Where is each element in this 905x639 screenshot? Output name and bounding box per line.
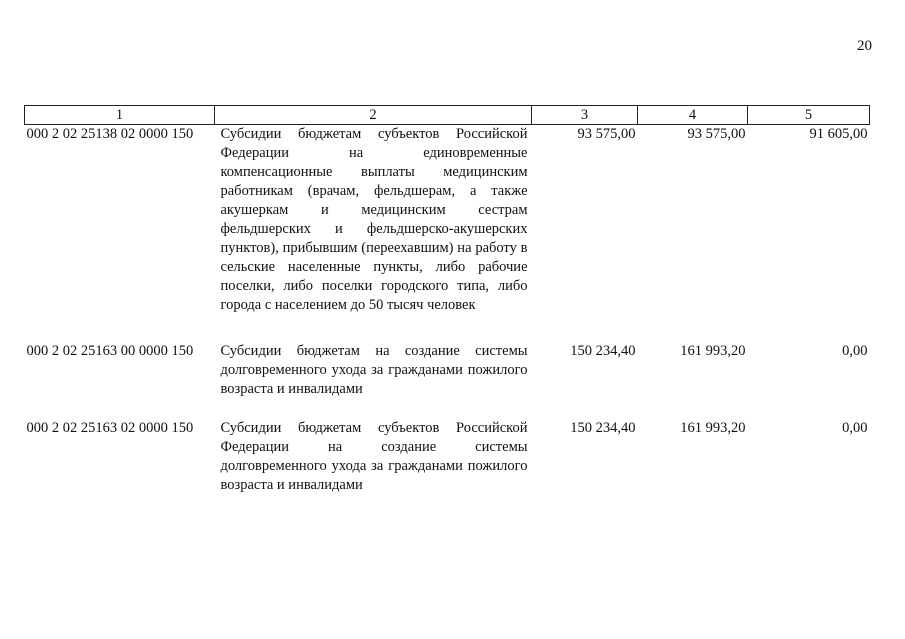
row-value-col4: 161 993,20: [680, 343, 746, 359]
row-description: Субсидии бюджетам на создание системы долговременного ухода за гражданами пожилого возраста и инвалидами: [220, 343, 528, 397]
row-value-col4: 161 993,20: [680, 420, 746, 436]
header-col-1: 1: [25, 106, 215, 125]
row-description: Субсидии бюджетам субъектов Российской Федерации на единовременные компенсационные выплаты медицинским работникам (врачам, фельдшерам, а также акушеркам и медицинским сестрам фельдшерских и фельдшерско-акушерских пунктов), прибывшим (переехавшим) на работу в сельские населенные пункты, либо рабочие поселки, либо поселки городского типа, либо города с населением до 50 тысяч человек: [220, 126, 528, 313]
row-description: Субсидии бюджетам субъектов Российской Федерации на создание системы долговременного ухода за гражданами пожилого возраста и инвалидами: [220, 420, 528, 493]
row-value-col4: 93 575,00: [687, 126, 746, 142]
row-value-col5: 0,00: [842, 343, 868, 359]
budget-table: [24, 105, 870, 495]
row-value-col5: 0,00: [842, 420, 868, 436]
header-row: [25, 106, 870, 125]
header-col-5: 5: [748, 106, 870, 125]
header-col-4: 4: [638, 106, 748, 125]
header-col-2: 2: [215, 106, 532, 125]
table-row: [25, 342, 870, 419]
row-value-col3: 93 575,00: [577, 126, 636, 142]
row-value-col5: 91 605,00: [809, 126, 868, 142]
row-value-col3: 150 234,40: [570, 343, 636, 359]
row-code: 000 2 02 25138 02 0000 150: [26, 126, 194, 142]
page-number: 20: [857, 38, 872, 54]
row-value-col3: 150 234,40: [570, 420, 636, 436]
header-col-3: 3: [532, 106, 638, 125]
table-row: [25, 419, 870, 495]
row-code: 000 2 02 25163 02 0000 150: [26, 420, 194, 436]
row-code: 000 2 02 25163 00 0000 150: [26, 343, 194, 359]
table-row: [25, 125, 870, 343]
